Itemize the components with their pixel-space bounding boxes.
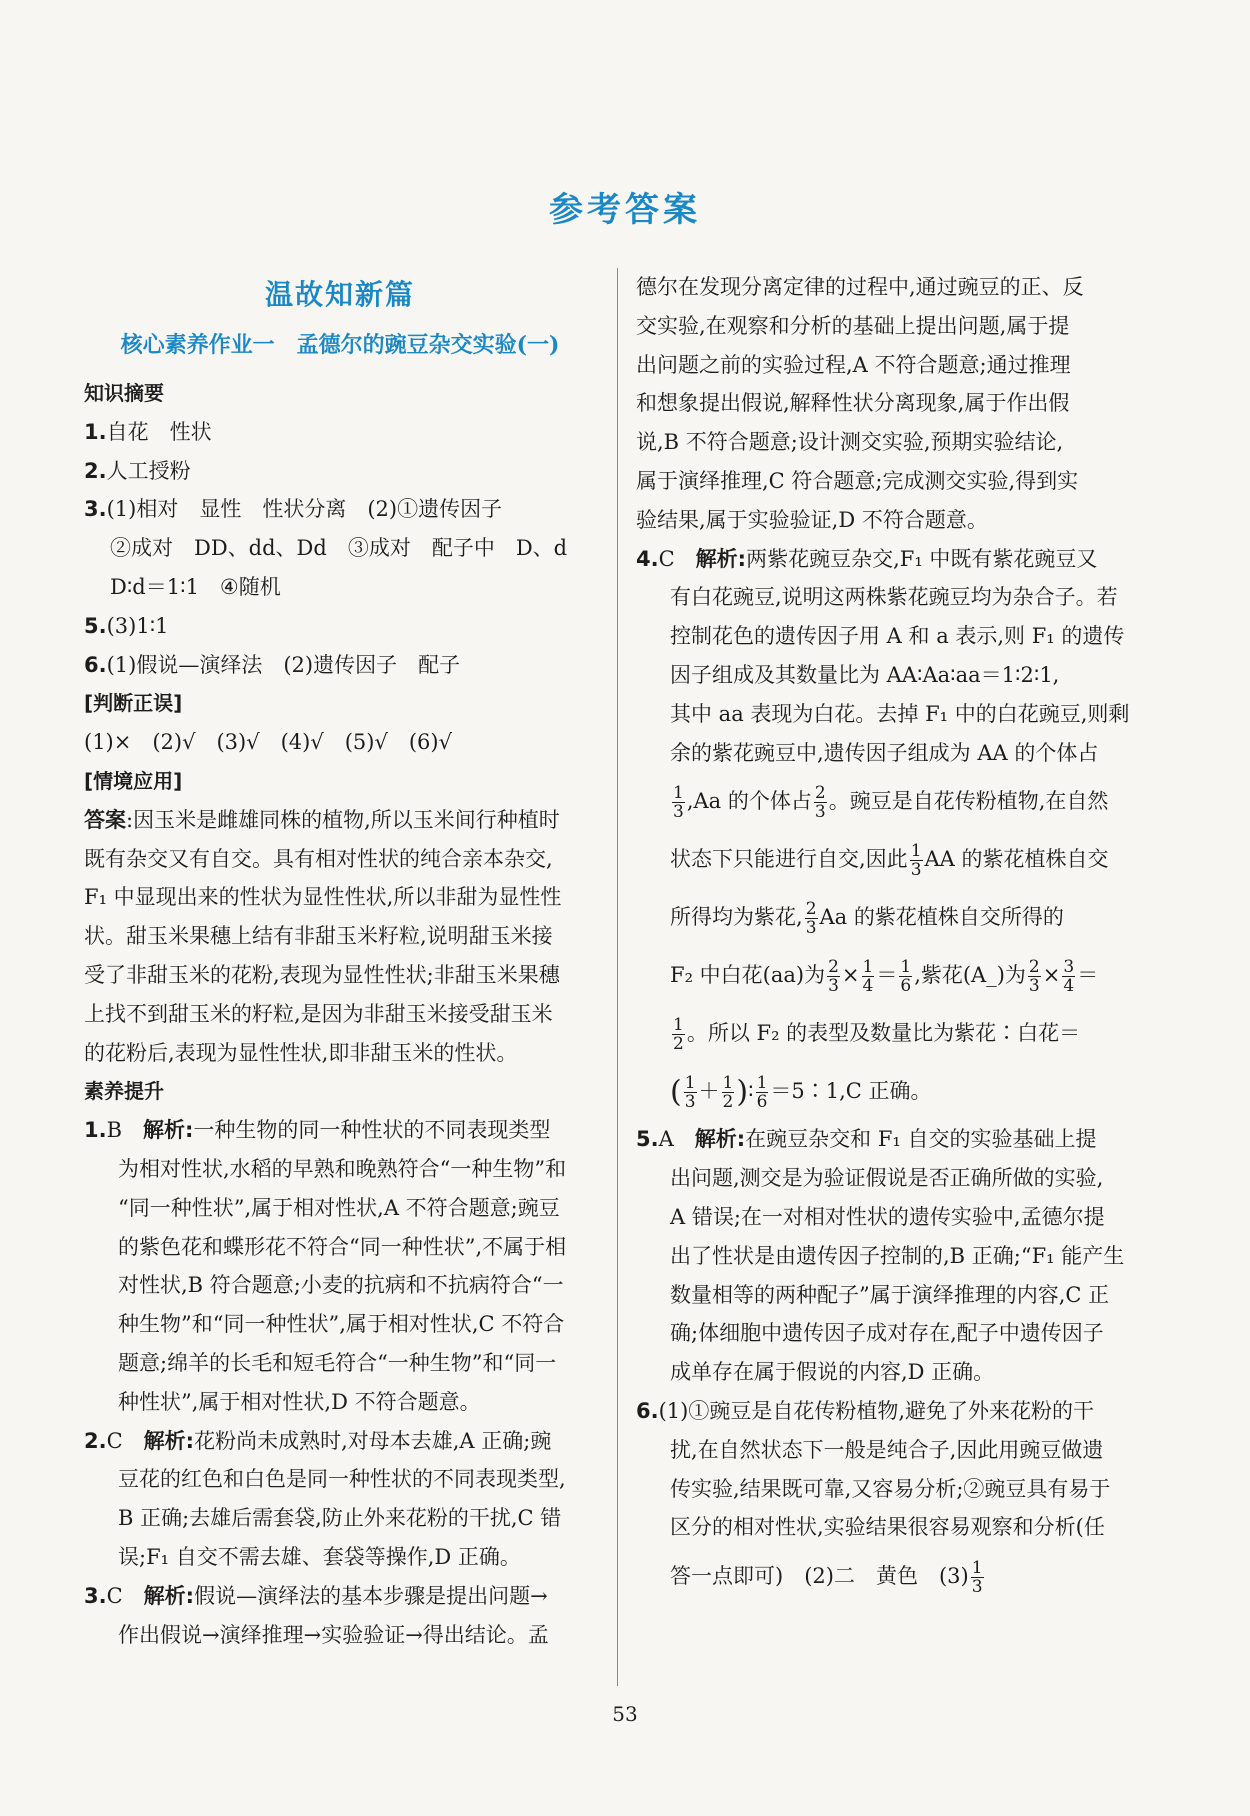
paragraph-line: 既有杂交又有自交。具有相对性状的纯合亲本杂交,	[84, 846, 553, 871]
question-line: 6.(1)①豌豆是自花传粉植物,避免了外来花粉的干	[636, 1398, 1095, 1423]
paragraph-line: 数量相等的两种配子”属于演绎推理的内容,C 正	[670, 1282, 1110, 1307]
heading-true-false: [判断正误]	[84, 691, 183, 716]
question-line: 3.C 解析:假说—演绎法的基本步骤是提出问题→	[84, 1583, 548, 1608]
paragraph-line-with-fractions: ( $\frac{1}{3}$ ＋ $\frac{1}{2}$ )∶ $\frac{1}{6}$ ＝5∶1,C 正确。	[670, 1073, 932, 1113]
left-column	[84, 268, 596, 1654]
paragraph-line: F₁ 中显现出来的性状为显性性状,所以非甜为显性性	[84, 885, 562, 910]
paragraph-line-with-fractions: $\frac{1}{3}$ ,Aa 的个体占 $\frac{2}{3}$ 。豌豆是自花传粉植物,在自然	[673, 783, 1109, 823]
paragraph-line: 题意;绵羊的长毛和短毛符合“一种生物”和“同一	[118, 1350, 557, 1375]
heading-literacy-improvement: 素养提升	[84, 1079, 164, 1104]
question-line: 2.C 解析:花粉尚未成熟时,对母本去雄,A 正确;豌	[84, 1428, 552, 1453]
paragraph-line: 种生物”和“同一种性状”,属于相对性状,C 不符合	[118, 1312, 565, 1337]
answer-line: 3.(1)相对 显性 性状分离 (2)①遗传因子	[84, 497, 503, 522]
paragraph-line: 和想象提出假说,解释性状分离现象,属于作出假	[636, 391, 1070, 416]
paragraph-line: 确;体细胞中遗传因子成对存在,配子中遗传因子	[670, 1321, 1104, 1346]
fraction: $\frac{2}{3}$	[828, 957, 839, 997]
paragraph-line: 传实验,结果既可靠,又容易分析;②豌豆具有易于	[670, 1476, 1111, 1501]
heading-context-application: [情境应用]	[84, 768, 183, 793]
paragraph-line: 成单存在属于假说的内容,D 正确。	[670, 1360, 995, 1385]
lesson-title: 核心素养作业一 孟德尔的豌豆杂交实验(一)	[120, 332, 560, 358]
fraction: $\frac{1}{3}$	[684, 1073, 696, 1113]
paragraph-line: 种性状”,属于相对性状,D 不符合题意。	[118, 1389, 481, 1414]
paragraph-line: 其中 aa 表现为白花。去掉 F₁ 中的白花豌豆,则剩	[670, 701, 1130, 726]
paragraph-line: 余的紫花豌豆中,遗传因子组成为 AA 的个体占	[670, 740, 1099, 765]
column-divider	[617, 268, 618, 1686]
fraction: $\frac{2}{3}$	[1028, 957, 1040, 997]
paragraph-line-with-fractions: 答一点即可) (2)二 黄色 (3) $\frac{1}{3}$	[670, 1558, 983, 1598]
question-line: 4.C 解析:两紫花豌豆杂交,F₁ 中既有紫花豌豆又	[636, 546, 1098, 571]
paragraph-line: 属于演绎推理,C 符合题意;完成测交实验,得到实	[636, 468, 1079, 493]
paragraph-line-with-fractions: 所得均为紫花, $\frac{2}{3}$ Aa 的紫花植株自交所得的	[670, 899, 1064, 939]
paragraph-line: 的花粉后,表现为显性性状,即非甜玉米的性状。	[84, 1040, 518, 1065]
answer-line: ②成对 DD、dd、Dd ③成对 配子中 D、d	[110, 536, 568, 561]
paragraph-line: “同一种性状”,属于相对性状,A 不符合题意;豌豆	[118, 1195, 560, 1220]
section-title: 温故知新篇	[264, 278, 415, 311]
fraction: $\frac{1}{6}$	[756, 1073, 768, 1113]
paragraph-line: 作出假说→演绎推理→实验验证→得出结论。孟	[118, 1622, 549, 1647]
paragraph-line: 的紫色花和蝶形花不符合“同一种性状”,不属于相	[118, 1234, 567, 1259]
paragraph-line: 出问题之前的实验过程,A 不符合题意;通过推理	[636, 352, 1071, 377]
paragraph-line: 因子组成及其数量比为 AA∶Aa∶aa＝1∶2∶1,	[670, 662, 1060, 687]
right-column	[636, 268, 1148, 1605]
fraction: $\frac{1}{2}$	[722, 1073, 734, 1113]
paragraph-line-with-fractions: $\frac{1}{2}$ 。所以 F₂ 的表型及数量比为紫花∶白花＝	[673, 1015, 1081, 1055]
paragraph-line: 上找不到甜玉米的籽粒,是因为非甜玉米接受甜玉米	[84, 1001, 553, 1026]
paragraph-line: 德尔在发现分离定律的过程中,通过豌豆的正、反	[636, 275, 1084, 299]
paragraph-line: 扰,在自然状态下一般是纯合子,因此用豌豆做遗	[670, 1437, 1104, 1462]
paragraph-line: 出了性状是由遗传因子控制的,B 正确;“F₁ 能产生	[670, 1243, 1125, 1268]
paragraph-line: 说,B 不符合题意;设计测交实验,预期实验结论,	[636, 430, 1064, 455]
fraction: $\frac{1}{3}$	[971, 1558, 983, 1598]
answer-line: (1)× (2)√ (3)√ (4)√ (5)√ (6)√	[84, 730, 452, 755]
paragraph-line: 答案:因玉米是雌雄同株的植物,所以玉米间行种植时	[84, 807, 560, 832]
paragraph-line: 交实验,在观察和分析的基础上提出问题,属于提	[636, 313, 1070, 338]
question-line: 1.B 解析:一种生物的同一种性状的不同表现类型	[84, 1118, 551, 1143]
page-number: 53	[612, 1702, 638, 1726]
answer-line: 2.人工授粉	[84, 458, 191, 483]
paragraph-line: 误;F₁ 自交不需去雄、套袋等操作,D 正确。	[118, 1544, 521, 1569]
page-title: 参考答案	[549, 190, 701, 230]
heading-knowledge-summary: 知识摘要	[84, 381, 164, 405]
fraction: $\frac{1}{4}$	[862, 957, 874, 997]
fraction: $\frac{2}{3}$	[814, 783, 826, 823]
fraction: $\frac{2}{3}$	[805, 899, 817, 939]
answer-line: 1.自花 性状	[84, 419, 212, 444]
paragraph-line: 控制花色的遗传因子用 A 和 a 表示,则 F₁ 的遗传	[670, 624, 1125, 649]
paragraph-line: 豆花的红色和白色是同一种性状的不同表现类型,	[118, 1467, 566, 1492]
answer-line: 6.(1)假说—演绎法 (2)遗传因子 配子	[84, 652, 461, 677]
paragraph-line: 出问题,测交是为验证假说是否正确所做的实验,	[670, 1166, 1104, 1191]
answer-line: 5.(3)1∶1	[84, 613, 169, 638]
paragraph-line-with-fractions: F₂ 中白花(aa)为 $\frac{2}{3}$ × $\frac{1}{4}$ ＝ $\frac{1}{6}$ ,紫花(A_)为 $\frac{2}{3}$ × $\frac{3}{4}$ ＝	[670, 957, 1099, 997]
paragraph-line: B 正确;去雄后需套袋,防止外来花粉的干扰,C 错	[118, 1506, 562, 1531]
question-line: 5.A 解析:在豌豆杂交和 F₁ 自交的实验基础上提	[636, 1127, 1097, 1152]
paragraph-line: A 错误;在一对相对性状的遗传实验中,孟德尔提	[670, 1204, 1105, 1229]
paragraph-line: 区分的相对性状,实验结果很容易观察和分析(任	[670, 1515, 1105, 1540]
paragraph-line: 验结果,属于实验验证,D 不符合题意。	[636, 507, 988, 532]
answer-line: D∶d＝1∶1 ④随机	[110, 574, 281, 599]
paragraph-line: 为相对性状,水稻的早熟和晚熟符合“一种生物”和	[118, 1156, 567, 1181]
fraction: $\frac{1}{6}$	[900, 957, 912, 997]
paragraph-line: 受了非甜玉米的花粉,表现为显性性状;非甜玉米果穗	[84, 962, 560, 987]
paragraph-line-with-fractions: 状态下只能进行自交,因此 $\frac{1}{3}$ AA 的紫花植株自交	[670, 841, 1109, 881]
fraction: $\frac{1}{3}$	[910, 841, 922, 881]
paragraph-line: 状。甜玉米果穗上结有非甜玉米籽粒,说明甜玉米接	[84, 924, 553, 949]
fraction: $\frac{1}{2}$	[673, 1015, 684, 1055]
fraction: $\frac{1}{3}$	[673, 783, 684, 823]
paragraph-line: 对性状,B 符合题意;小麦的抗病和不抗病符合“一	[118, 1273, 564, 1298]
paragraph-line: 有白花豌豆,说明这两株紫花豌豆均为杂合子。若	[670, 585, 1118, 610]
fraction: $\frac{3}{4}$	[1063, 957, 1075, 997]
